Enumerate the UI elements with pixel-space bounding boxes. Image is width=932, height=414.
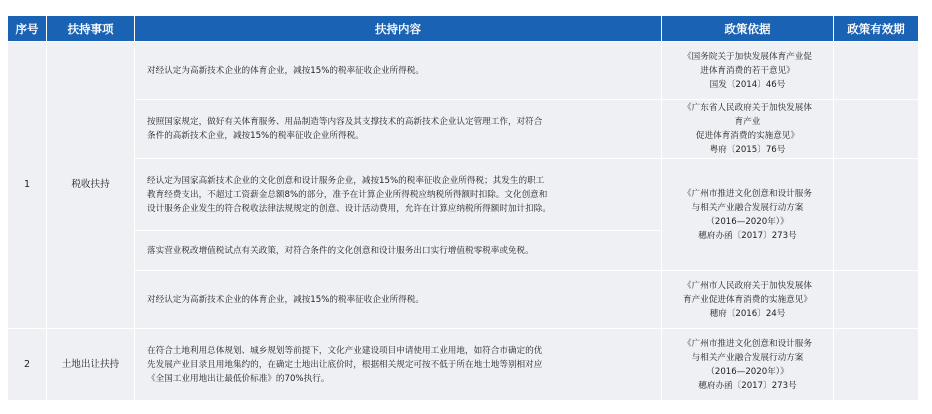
validity-3 <box>834 159 918 270</box>
header-seq: 序号 <box>8 16 46 41</box>
content-row-2: 按照国家规定，做好有关体育服务、用品制造等内容及其支撑技术的高新技术企业认定管理工作，对符合 条件的高新技术企业，减按15%的税率征收企业所得税。 <box>135 100 661 158</box>
validity-5 <box>834 329 918 400</box>
basis-5: 《广州市推进文化创意和设计服务 与相关产业融合发展行动方案 （2016—2020年）》 穗府办函〔2017〕273号 <box>662 329 833 400</box>
validity-4 <box>834 271 918 328</box>
group-2-item: 土地出让扶持 <box>47 329 134 400</box>
header-validity: 政策有效期 <box>834 16 918 41</box>
header-basis: 政策依据 <box>662 16 833 41</box>
group-2-seq: 2 <box>8 329 46 400</box>
basis-4: 《广州市人民政府关于加快发展体 育产业促进体育消费的实施意见》 穗府〔2016〕24号 <box>662 271 833 328</box>
basis-1: 《国务院关于加快发展体育产业促 进体育消费的若干意见》 国发〔2014〕46号 <box>662 42 833 99</box>
content-row-1: 对经认定为高新技术企业的体育企业，减按15%的税率征收企业所得税。 <box>135 42 661 99</box>
content-row-5: 对经认定为高新技术企业的体育企业，减按15%的税率征收企业所得税。 <box>135 271 661 328</box>
validity-1 <box>834 42 918 99</box>
basis-2: 《广东省人民政府关于加快发展体 育产业 促进体育消费的实施意见》 粤府〔2015〕76号 <box>662 100 833 158</box>
content-row-3: 经认定为国家高新技术企业的文化创意和设计服务企业，减按15%的税率征收企业所得税；其发生的职工 教育经费支出，不超过工资薪金总额8%的部分，准予在计算企业所得税应纳税所得额时扣除。文化创意和 设计服务企业发生的符合税收法律法规规定的创意、设计活动费用，允许在计算应纳税所得额时加计扣除。 <box>135 159 661 230</box>
validity-2 <box>834 100 918 158</box>
basis-3: 《广州市推进文化创意和设计服务 与相关产业融合发展行动方案 （2016—2020年）》 穗府办函〔2017〕273号 <box>662 159 833 270</box>
content-row-6: 在符合土地利用总体规划、城乡规划等前提下，文化产业建设项目申请使用工业用地，如符合市确定的优 先发展产业目录且用地集约的，在确定土地出让底价时，根据相关规定可按不低于所在地土地等别相对应 《全国工业用地出让最低价标准》的70%执行。 <box>135 329 661 400</box>
group-1-item: 税收扶持 <box>47 42 134 328</box>
header-content: 扶持内容 <box>135 16 661 41</box>
header-item: 扶持事项 <box>47 16 134 41</box>
content-row-4: 落实营业税改增值税试点有关政策，对符合条件的文化创意和设计服务出口实行增值税零税率或免税。 <box>135 231 661 270</box>
group-1-seq: 1 <box>8 42 46 328</box>
